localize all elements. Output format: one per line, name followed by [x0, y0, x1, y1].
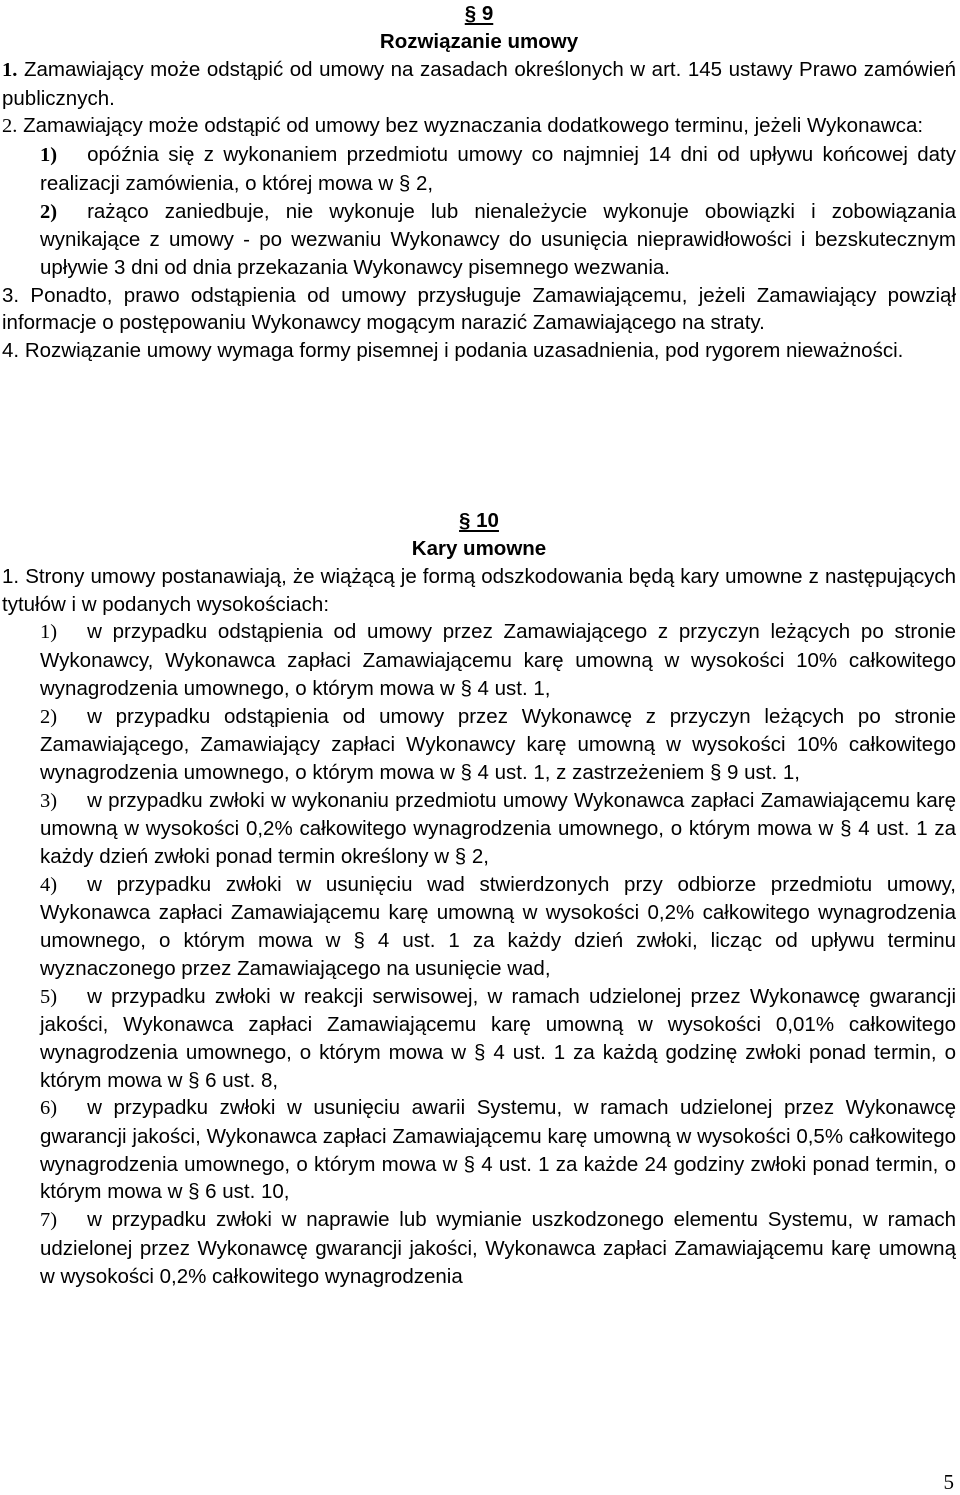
list-item-marker: 1) — [40, 621, 58, 644]
list-item-marker: 2) — [40, 705, 58, 728]
list-item-marker: 6) — [40, 1097, 58, 1120]
section-10-paragraph-1 — [2, 563, 956, 618]
section-10-number: § 10 — [459, 509, 499, 532]
paragraph-marker: 2. — [2, 115, 18, 138]
list-item-text: rażąco zaniedbuje, nie wykonuje lub nienależycie wykonuje obowiązki i zobowiązania wynikające z umowy - po wezwaniu Wykonawcy do usunięcia nieprawidłowości i bezskutecznym upływie 3 dni od dnia przekazania Wykonawcy pisemnego wezwania. — [40, 199, 956, 279]
section-10-list-item-1 — [2, 618, 956, 702]
section-10-list-item-5 — [2, 983, 956, 1095]
section-9-heading — [2, 0, 956, 56]
section-9 — [2, 0, 956, 365]
list-item-text: w przypadku odstąpienia od umowy przez Wykonawcę z przyczyn leżących po stronie Zamawiającego, Zamawiający zapłaci Wykonawcy karę umowną w wysokości 10% całkowitego wynagrodzenia umownego, o którym mowa w § 4 ust. 1, z zastrzeżeniem § 9 ust. 1, — [40, 704, 956, 784]
section-9-list-item-1 — [2, 141, 956, 197]
section-9-title: Rozwiązanie umowy — [379, 30, 579, 53]
section-10-list-item-4 — [2, 871, 956, 983]
list-item-text: w przypadku zwłoki w naprawie lub wymianie uszkodzonego elementu Systemu, w ramach udzielonej przez Wykonawcę gwarancji jakości, Wykonawca zapłaci Zamawiającemu karę umowną w wysokości 0,2% całkowitego wynagrodzenia — [40, 1208, 956, 1288]
section-10-title: Kary umowne — [411, 537, 547, 560]
list-item-text: w przypadku odstąpienia od umowy przez Zamawiającego z przyczyn leżących po stronie Wykonawcy, Wykonawca zapłaci Zamawiającemu karę umowną w wysokości 10% całkowitego wynagrodzenia umownego, o którym mowa w § 4 ust. 1, — [40, 620, 956, 700]
list-item-text: w przypadku zwłoki w reakcji serwisowej, w ramach udzielonej przez Wykonawcę gwarancji jakości, Wykonawca zapłaci Zamawiającemu karę umowną w wysokości 0,01% całkowitego wynagrodzenia umownego, o którym mowa w § 4 ust. 1 za każdą godzinę zwłoki ponad termin, o którym mowa w § 6 ust. 8, — [40, 984, 956, 1092]
paragraph-text: Zamawiający może odstąpić od umowy na zasadach określonych w art. 145 ustawy Prawo zamówień publicznych. — [2, 58, 956, 110]
paragraph-marker: 1. — [2, 565, 20, 588]
list-item-marker: 1) — [40, 144, 58, 167]
list-item-text: w przypadku zwłoki w usunięciu awarii Systemu, w ramach udzielonej przez Wykonawcę gwarancji jakości, Wykonawca zapłaci Zamawiającemu karę umowną w wysokości 0,5% całkowitego wynagrodzenia umownego, o którym mowa w § 4 ust. 1 za każde 24 godziny zwłoki ponad termin, o którym mowa w § 6 ust. 10, — [40, 1096, 956, 1204]
section-10 — [2, 507, 956, 1290]
list-item-text: w przypadku zwłoki w wykonaniu przedmiotu umowy Wykonawca zapłaci Zamawiającemu karę umowną w wysokości 0,2% całkowitego wynagrodzenia umownego, o którym mowa w § 4 ust. 1 za każdy dzień zwłoki ponad termin określony w § 2, — [40, 788, 956, 869]
section-9-paragraph-4 — [2, 337, 956, 365]
list-item-marker: 2) — [40, 200, 58, 223]
section-9-number: § 9 — [464, 2, 494, 25]
list-item-text: opóźnia się z wykonaniem przedmiotu umowy co najmniej 14 dni od upływu końcowej daty realizacji zamówienia, o której mowa w § 2, — [40, 143, 956, 195]
section-9-list-item-2 — [2, 198, 956, 282]
paragraph-marker: 4. — [2, 339, 20, 363]
paragraph-marker: 3. — [2, 283, 20, 307]
paragraph-text: Rozwiązanie umowy wymaga formy pisemnej i podania uzasadnienia, pod rygorem nieważności. — [24, 339, 904, 363]
paragraph-text: Zamawiający może odstąpić od umowy bez wyznaczania dodatkowego terminu, jeżeli Wykonawca: — [23, 114, 924, 138]
paragraph-text: Strony umowy postanawiają, że wiążącą je formą odszkodowania będą kary umowne z następujących tytułów i w podanych wysokościach: — [2, 565, 957, 616]
paragraph-marker: 1. — [2, 59, 18, 81]
section-10-list-item-7 — [2, 1206, 956, 1290]
section-9-paragraph-2 — [2, 112, 956, 141]
paragraph-text: Ponadto, prawo odstąpienia od umowy przysługuje Zamawiającemu, jeżeli Zamawiający powziął informacje o postępowaniu Wykonawcy mogącym narazić Zamawiającego na straty. — [2, 283, 956, 335]
list-item-marker: 7) — [40, 1209, 58, 1232]
section-10-heading — [2, 507, 956, 563]
list-item-text: w przypadku zwłoki w usunięciu wad stwierdzonych przy odbiorze przedmiotu umowy, Wykonawca zapłaci Zamawiającemu karę umowną w wysokości 0,2% całkowitego wynagrodzenia umownego, o którym mowa w § 4 ust. 1 za każdy dzień zwłoki, licząc od upływu terminu wyznaczonego przez Zamawiającego na usunięcie wad, — [40, 872, 956, 980]
section-9-paragraph-3 — [2, 282, 956, 337]
section-10-list-item-2 — [2, 703, 956, 787]
list-item-marker: 4) — [40, 873, 58, 896]
section-10-list-item-3 — [2, 787, 956, 871]
section-10-list-item-6 — [2, 1094, 956, 1206]
list-item-marker: 3) — [40, 789, 58, 812]
list-item-marker: 5) — [40, 985, 58, 1008]
page-number: 5 — [943, 1470, 954, 1494]
section-9-paragraph-1 — [2, 56, 956, 112]
